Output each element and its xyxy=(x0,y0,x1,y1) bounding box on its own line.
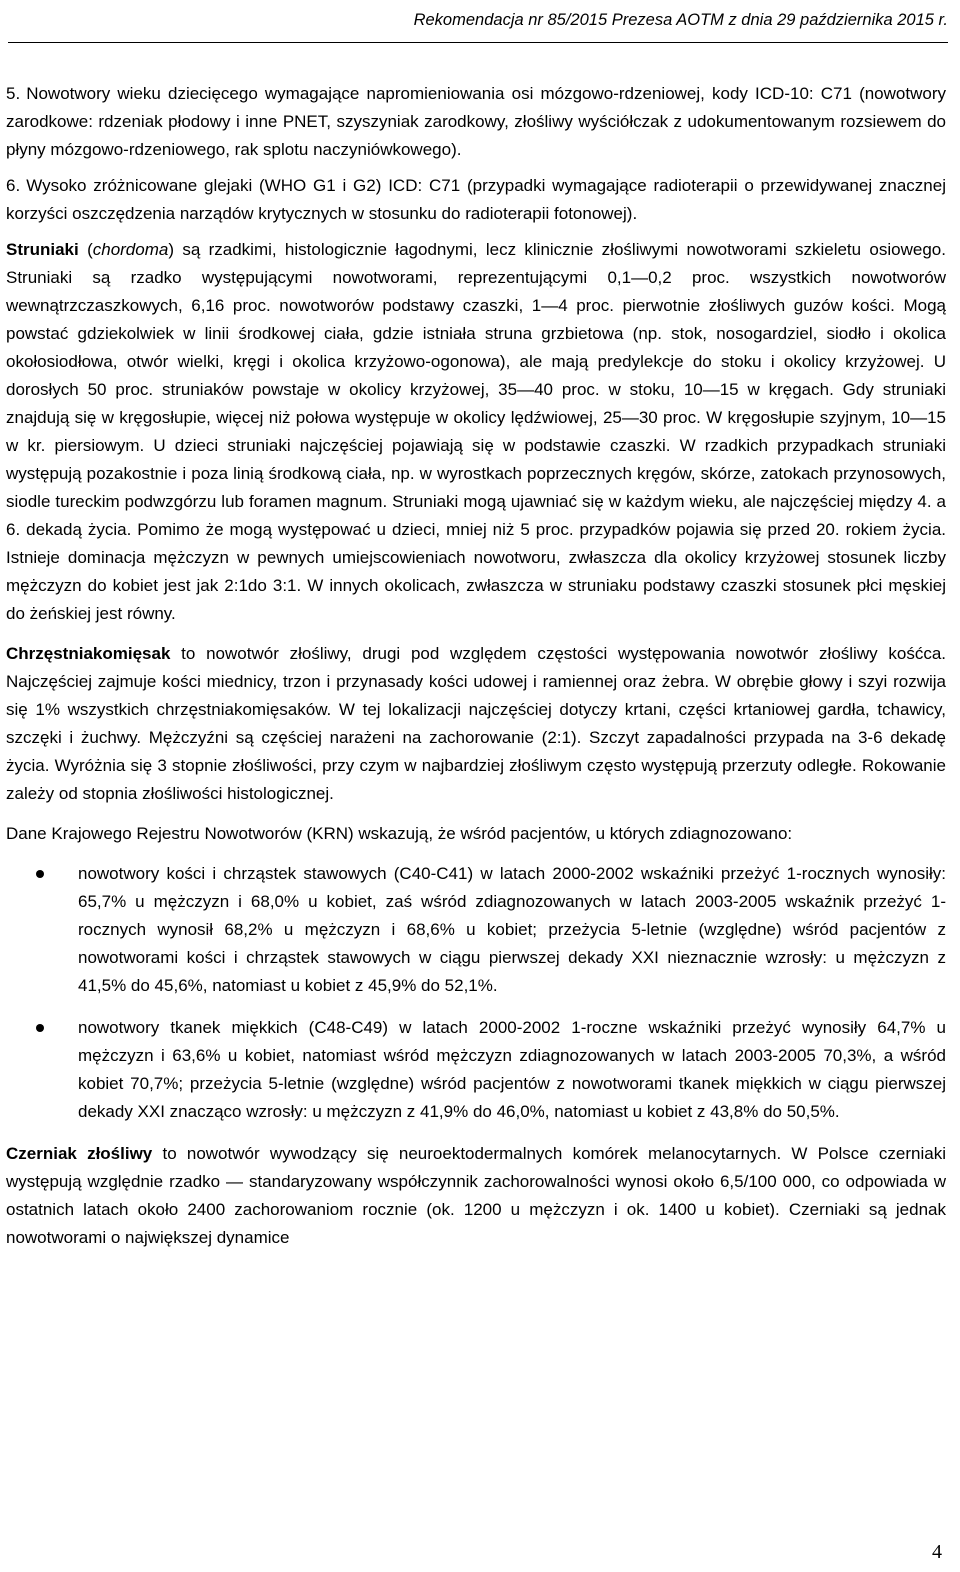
list-item-text xyxy=(6,80,946,164)
item-text: Wysoko zróżnicowane glejaki (WHO G1 i G2) ICD: C71 (przypadki wymagające radioterapii o przewidywanej znacznej korzyści oszczędzenia narządów krytycznych w stosunku do radioterapii fotonowej). xyxy=(6,176,946,223)
item-number: 6. xyxy=(6,176,21,195)
bullet-dot-icon xyxy=(36,1024,44,1032)
bullet-dot-icon xyxy=(36,870,44,878)
bullet-text: nowotwory tkanek miękkich (C48-C49) w latach 2000-2002 1-roczne wskaźniki przeżyć wynosiły 64,7% u mężczyzn i 63,6% u kobiet, natomiast wśród mężczyzn zdiagnozowanych w latach 2003-2005 70,3%, a wśród kobiet 70,7%; przeżycia 5-letnie (względne) wśród pacjentów z nowotworami tkanek miękkich w ciągu pierwszej dekady XXI znacząco wzrosły: u mężczyzn z 41,9% do 46,0%, natomiast u kobiet z 43,8% do 50,5%. xyxy=(78,1018,946,1121)
krn-intro-paragraph: Dane Krajowego Rejestru Nowotworów (KRN) wskazują, że wśród pacjentów, u których zdiagnozowano: xyxy=(6,824,793,843)
page-body xyxy=(6,80,946,1264)
chordoma-term: Struniaki xyxy=(6,240,79,259)
bullet-text: nowotwory kości i chrząstek stawowych (C40-C41) w latach 2000-2002 wskaźniki przeżyć 1-rocznych wynosiły: 65,7% u mężczyzn i 68,0% u kobiet, zaś wśród zdiagnozowanych w latach 2003-2005 wskaźnik przeżyć 1-rocznych wynosił 68,2% u mężczyzn i 68,6% u kobiet; przeżycia 5-letnie (względne) wśród pacjentów z nowotworami kości i chrząstek stawowych w ciągu pierwszej dekady XXI nieznacznie wzrosły: u mężczyzn z 41,5% do 45,6%, natomiast u kobiet z 45,9% do 52,1%. xyxy=(78,864,946,995)
item-number: 5. xyxy=(6,84,21,103)
running-header: Rekomendacja nr 85/2015 Prezesa AOTM z dnia 29 października 2015 r. xyxy=(8,6,948,43)
chordoma-text: są rzadkimi, histologicznie łagodnymi, lecz klinicznie złośliwymi nowotworami szkieletu osiowego. Struniaki są rzadko występującymi nowotworami, reprezentującymi 0,1—0,2 proc. wszystkich nowotworów wewnątrzczaszkowych, 6,16 proc. nowotworów podstawy czaszki, 1—4 proc. pierwotnie złośliwych guzów kości. Mogą powstać gdziekolwiek w linii środkowej ciała, gdzie istniała struna grzbietowa (np. stok, nosogardziel, siodło i okolica okołosiodłowa, otwór wielki, kręgi i okolica krzyżowo-ogonowa), ale mają predylekcje do stoku i okolicy krzyżowej. U dorosłych 50 proc. struniaków powstaje w okolicy krzyżowej, 35—40 proc. w stoku, 10—15 w kręgach. Gdy struniaki znajdują się w kręgosłupie, więcej niż połowa występuje w okolicy lędźwiowej, 25—30 proc. W kręgosłupie szyjnym, 10—15 w kr. piersiowym. U dzieci struniaki najczęściej pojawiają się w podstawie czaszki. W rzadkich przypadkach struniaki występują pozakostnie i poza linią środkową ciała, np. w wyrostkach poprzecznych kręgów, skórze, zatokach przynosowych, siodle tureckim podwzgórzu lub foramen magnum. Struniaki mogą ujawniać się w każdym wieku, ale najczęściej między 4. a 6. dekadą życia. Pomimo że mogą występować u dzieci, mniej niż 5 proc. przypadków pojawia się przed 20. rokiem życia. Istnieje dominacja mężczyzn w pewnych umiejscowieniach nowotworu, zwłaszcza dla okolicy krzyżowej stosunek liczby mężczyzn do kobiet jest jak 2:1do 3:1. W innych okolicach, zwłaszcza w struniaku podstawy czaszki stosunek płci męskiej do żeńskiej jest równy. xyxy=(6,240,946,623)
chondrosarcoma-term: Chrzęstniakomięsak xyxy=(6,644,171,663)
list-item-6 xyxy=(6,172,946,228)
melanoma-term: Czerniak złośliwy xyxy=(6,1144,153,1163)
item-text: Nowotwory wieku dziecięcego wymagające napromieniowania osi mózgowo-rdzeniowej, kody ICD-10: C71 (nowotwory zarodkowe: rdzeniak płodowy i inne PNET, szyszyniak zarodkowy, złośliwy wyściółczak z udokumentowanym rozsiewem do płyny mózgowo-rdzeniowego, rak splotu naczyniówkowego). xyxy=(6,84,946,159)
chordoma-latin: chordoma xyxy=(92,240,169,259)
bullet-item xyxy=(6,860,946,1000)
chondrosarcoma-text: to nowotwór złośliwy, drugi pod względem częstości występowania nowotwór złośliwy kośćca. Najczęściej zajmuje kości miednicy, trzon i przynasady kości udowej i ramiennej oraz żebra. W obrębie głowy i szyi rozwija się 1% wszystkich chrzęstniakomięsaków. W tej lokalizacji najczęściej dotyczy krtani, części krtaniowej gardła, tchawicy, szczęki i żuchwy. Mężczyźni są częściej narażeni na zachorowanie (2:1). Szczyt zapadalności przypada na 3-6 dekadę życia. Wyróżnia się 3 stopnie złośliwości, przy czym w najbardziej złośliwym często występują przerzuty odległe. Rokowanie zależy od stopnia złośliwości histologicznej. xyxy=(6,644,946,803)
chondrosarcoma-paragraph xyxy=(6,640,946,808)
page-number: 4 xyxy=(932,1541,942,1563)
melanoma-text: to nowotwór wywodzący się neuroektodermalnych komórek melanocytarnych. W Polsce czerniaki występują względnie rzadko — standaryzowany współczynnik zachorowalności wynosi około 6,5/100 000, co odpowiada w ostatnich latach około 2400 zachorowaniom rocznie (ok. 1200 u mężczyzn i ok. 1400 u kobiet). Czerniaki są jednak nowotworami o największej dynamice xyxy=(6,1144,946,1247)
melanoma-paragraph xyxy=(6,1140,946,1252)
krn-bullet-list xyxy=(6,860,946,1126)
list-item-text xyxy=(6,172,946,228)
list-item-5 xyxy=(6,80,946,164)
chordoma-paragraph: Struniaki (chordoma) są rzadkimi, histologicznie łagodnymi, lecz klinicznie złośliwymi nowotworami szkieletu osiowego. Struniaki są rzadko występującymi nowotworami, reprezentującymi 0,1—0,2 proc. wszystkich nowotworów wewnątrzczaszkowych, 6,16 proc. nowotworów podstawy czaszki, 1—4 proc. pierwotnie złośliwych guzów kości. Mogą powstać gdziekolwiek w linii środkowej ciała, gdzie istniała struna grzbietowa (np. stok, nosogardziel, siodło i okolica okołosiodłowa, otwór wielki, kręgi i okolica krzyżowo-ogonowa), ale mają predylekcje do stoku i okolicy krzyżowej. U dorosłych 50 proc. struniaków powstaje w okolicy krzyżowej, 35—40 proc. w stoku, 10—15 w kręgach. Gdy struniaki znajdują się w kręgosłupie, więcej niż połowa występuje w okolicy lędźwiowej, 25—30 proc. W kręgosłupie szyjnym, 10—15 w kr. piersiowym. U dzieci struniaki najczęściej pojawiają się w podstawie czaszki. W rzadkich przypadkach struniaki występują pozakostnie i poza linią środkową ciała, np. w wyrostkach poprzecznych kręgów, skórze, zatokach przynosowych, siodle tureckim podwzgórzu lub foramen magnum. Struniaki mogą ujawniać się w każdym wieku, ale najczęściej między 4. a 6. dekadą życia. Pomimo że mogą występować u dzieci, mniej niż 5 proc. przypadków pojawia się przed 20. rokiem życia. Istnieje dominacja mężczyzn w pewnych umiejscowieniach nowotworu, zwłaszcza dla okolicy krzyżowej stosunek liczby mężczyzn do kobiet jest jak 2:1do 3:1. W innych okolicach, zwłaszcza w struniaku podstawy czaszki stosunek płci męskiej do żeńskiej jest równy. xyxy=(6,240,946,623)
bullet-item xyxy=(6,1014,946,1126)
